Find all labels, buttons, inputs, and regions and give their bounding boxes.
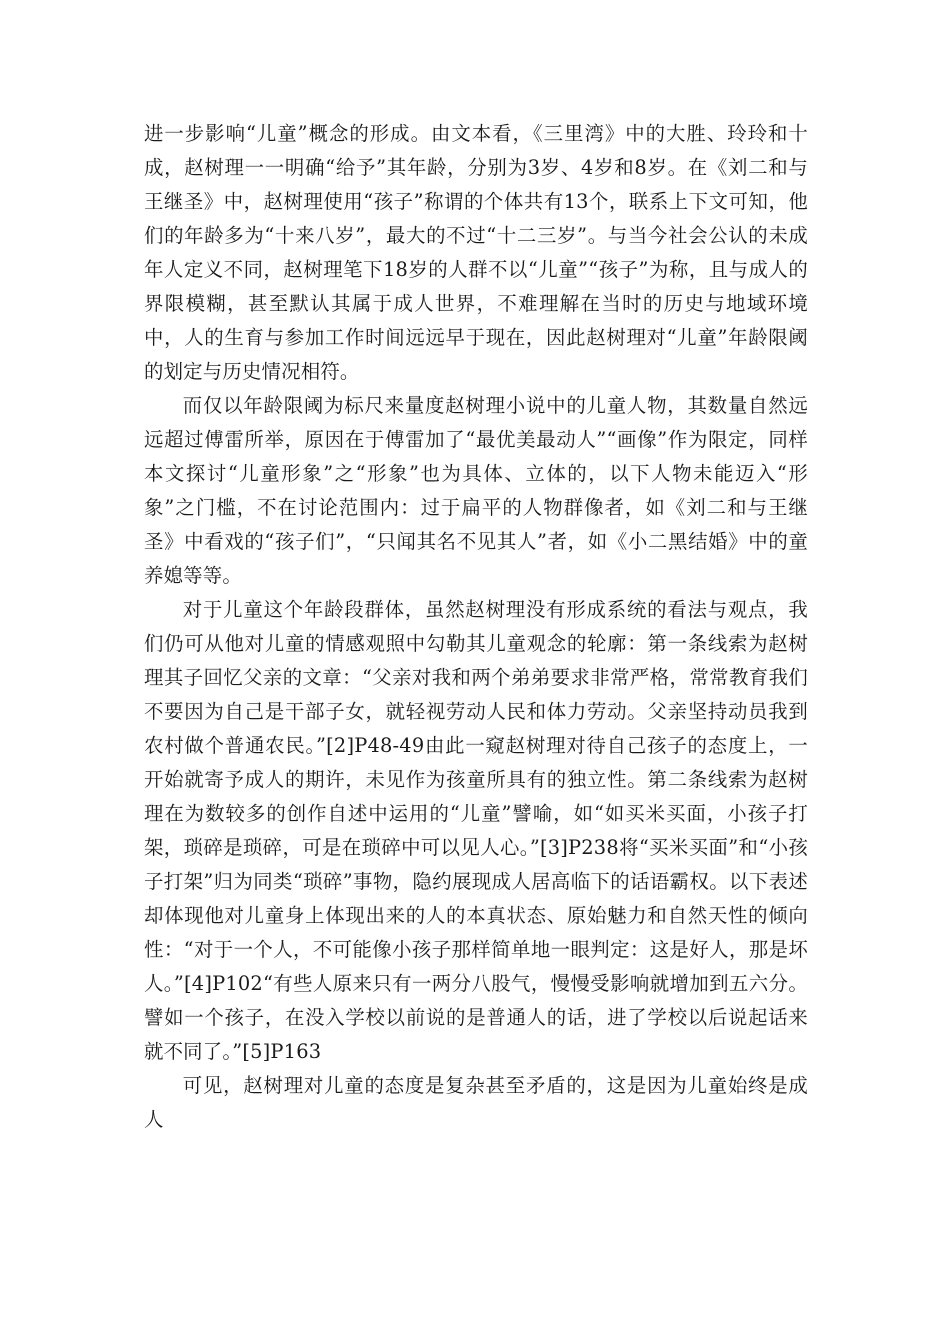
- paragraph-age-definition: 进一步影响“儿童”概念的形成。由文本看，《三里湾》中的大胜、玲玲和十成，赵树理一一明确“给予”其年龄，分别为3岁、4岁和8岁。在《刘二和与王继圣》中，赵树理使用“孩子”称谓的个体共有13个，联系上下文可知，他们的年龄多为“十来八岁”，最大的不过“十二三岁”。与当今社会公认的未成年人定义不同，赵树理笔下18岁的人群不以“儿童”“孩子”为称，且与成人的界限模糊，甚至默认其属于成人世界，不难理解在当时的历史与地域环境中，人的生育与参加工作时间远远早于现在，因此赵树理对“儿童”年龄限阈的划定与历史情况相符。: [144, 122, 808, 383]
- paragraph-conclusion: 可见，赵树理对儿童的态度是复杂甚至矛盾的，这是因为儿童始终是成人: [144, 1074, 808, 1131]
- paragraph-child-concept-clues: 对于儿童这个年龄段群体，虽然赵树理没有形成系统的看法与观点，我们仍可从他对儿童的情感观照中勾勒其儿童观念的轮廓：第一条线索为赵树理其子回忆父亲的文章：“父亲对我和两个弟弟要求非常严格，常常教育我们不要因为自己是干部子女，就轻视劳动人民和体力劳动。父亲坚持动员我到农村做个普通农民。”[2]P48-49由此一窥赵树理对待自己孩子的态度上，一开始就寄予成人的期许，未见作为孩童所具有的独立性。第二条线索为赵树理在为数较多的创作自述中运用的“儿童”譬喻，如“如买米买面，小孩子打架，琐碎是琐碎，可是在琐碎中可以见人心。”[3]P238将“买米买面”和“小孩子打架”归为同类“琐碎”事物，隐约展现成人居高临下的话语霸权。以下表述却体现他对儿童身上体现出来的人的本真状态、原始魅力和自然天性的倾向性：“对于一个人，不可能像小孩子那样简单地一眼判定：这是好人，那是坏人。”[4]P102“有些人原来只有一两分八股气，慢慢受影响就增加到五六分。譬如一个孩子，在没入学校以前说的是普通人的话，进了学校以后说起话来就不同了。”[5]P163: [144, 598, 808, 1063]
- paragraph-image-threshold: 而仅以年龄限阈为标尺来量度赵树理小说中的儿童人物，其数量自然远远超过傅雷所举，原因在于傅雷加了“最优美最动人”“画像”作为限定，同样本文探讨“儿童形象”之“形象”也为具体、立体的，以下人物未能迈入“形象”之门槛，不在讨论范围内：过于扁平的人物群像者，如《刘二和与王继圣》中看戏的“孩子们”，“只闻其名不见其人”者，如《小二黑结婚》中的童养媳等等。: [144, 394, 808, 587]
- document-page: [144, 117, 808, 1137]
